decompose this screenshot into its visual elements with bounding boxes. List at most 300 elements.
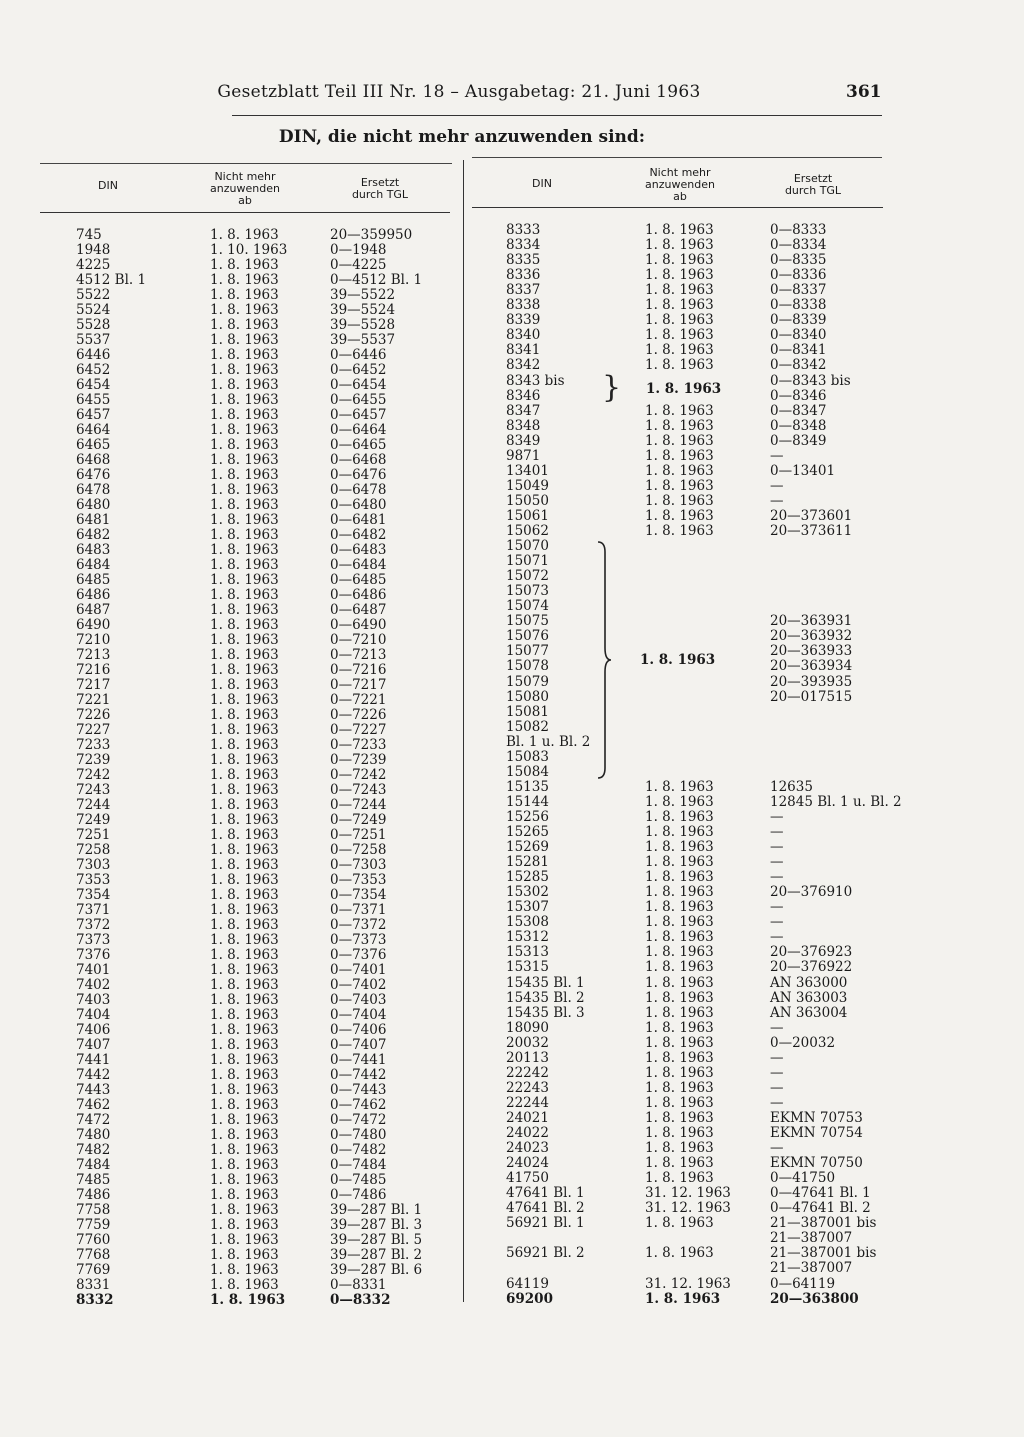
tgl-cell: 0—8335 <box>770 252 827 269</box>
date-cell: 1. 8. 1963 <box>210 377 279 393</box>
date-cell: 1. 8. 1963 <box>645 252 714 269</box>
header-line: Ersetzt <box>793 172 833 185</box>
din-cell: 15315 <box>506 959 549 976</box>
date-cell: 1. 8. 1963 <box>210 227 279 243</box>
din-cell: 7462 <box>76 1097 111 1113</box>
tgl-cell: 21—387001 bis <box>770 1245 877 1262</box>
tgl-cell: 20—376910 <box>770 884 853 901</box>
din-cell: 7406 <box>76 1022 111 1038</box>
tgl-cell: 0—7354 <box>330 887 387 903</box>
din-cell: 15265 <box>506 824 549 840</box>
tgl-cell: 0—7239 <box>330 752 387 768</box>
date-cell: 1. 8. 1963 <box>210 1007 279 1023</box>
date-cell: 1. 8. 1963 <box>645 1094 714 1111</box>
date-cell: 1. 8. 1963 <box>645 869 714 886</box>
tgl-cell: 0—7485 <box>330 1172 387 1188</box>
din-cell: 8343 bis <box>506 372 565 389</box>
tgl-cell: 0—8338 <box>770 297 827 314</box>
date-cell: 1. 8. 1963 <box>210 332 279 348</box>
din-cell: 22243 <box>506 1079 549 1096</box>
tgl-cell: 0—41750 <box>770 1170 836 1187</box>
din-cell: 15135 <box>506 778 549 795</box>
date-cell: 1. 8. 1963 <box>645 282 714 299</box>
tgl-cell: EKMN 70753 <box>770 1109 863 1126</box>
date-cell: 1. 8. 1963 <box>210 1052 279 1068</box>
tgl-cell: 0—4512 Bl. 1 <box>330 272 423 288</box>
date-cell: 1. 8. 1963 <box>210 542 279 558</box>
din-cell: 6476 <box>76 467 111 483</box>
tgl-cell: AN 363003 <box>770 989 848 1006</box>
tgl-cell: 0—7243 <box>330 782 387 798</box>
page-number: 361 <box>846 82 882 102</box>
tgl-cell: EKMN 70750 <box>770 1155 863 1172</box>
din-cell: 6483 <box>76 542 111 558</box>
date-cell: 31. 12. 1963 <box>645 1275 731 1292</box>
left-col-header-din: DIN <box>98 179 118 192</box>
date-cell: 1. 8. 1963 <box>210 587 279 603</box>
din-cell: 7242 <box>76 767 111 783</box>
date-cell: 1. 8. 1963 <box>645 1064 714 1081</box>
din-cell: 8348 <box>506 417 541 434</box>
left-table-header-rule <box>40 212 450 213</box>
din-cell: 8340 <box>506 327 541 344</box>
tgl-cell: 0—7371 <box>330 902 387 918</box>
din-cell: 7480 <box>76 1127 111 1143</box>
tgl-cell: 20—373601 <box>770 507 853 524</box>
date-cell: 1. 8. 1963 <box>210 272 279 288</box>
tgl-cell: 0—6480 <box>330 497 387 513</box>
din-cell: 13401 <box>506 462 549 479</box>
din-cell: 8335 <box>506 252 541 269</box>
tgl-cell: — <box>770 808 784 825</box>
date-cell: 1. 8. 1963 <box>210 422 279 438</box>
tgl-cell: — <box>770 492 784 509</box>
din-cell: 7407 <box>76 1037 111 1053</box>
tgl-cell: 0—7226 <box>330 707 387 723</box>
din-cell: 7210 <box>76 632 111 648</box>
tgl-cell: 20—376923 <box>770 944 853 961</box>
tgl-cell: 20—373611 <box>770 523 853 539</box>
date-cell: 1. 8. 1963 <box>645 899 714 916</box>
tgl-cell: 0—7221 <box>330 692 387 708</box>
tgl-cell: 0—7403 <box>330 992 387 1008</box>
tgl-cell: 0—7406 <box>330 1022 387 1038</box>
date-cell: 1. 8. 1963 <box>645 477 714 494</box>
date-cell: 1. 8. 1963 <box>645 1155 714 1172</box>
date-cell: 1. 8. 1963 <box>645 297 714 314</box>
din-cell: 15312 <box>506 929 549 946</box>
date-cell: 1. 8. 1963 <box>210 647 279 663</box>
date-cell: 1. 8. 1963 <box>210 1247 279 1263</box>
din-cell: 22242 <box>506 1064 549 1081</box>
tgl-cell: EKMN 70754 <box>770 1125 863 1141</box>
din-cell: 6486 <box>76 587 111 603</box>
date-cell: 1. 8. 1963 <box>645 1215 714 1232</box>
date-cell: 1. 8. 1963 <box>645 1019 714 1036</box>
tgl-cell: AN 363000 <box>770 974 848 991</box>
date-cell: 1. 8. 1963 <box>210 1277 279 1293</box>
date-cell: 1. 8. 1963 <box>645 1140 714 1157</box>
din-cell: 6455 <box>76 392 111 408</box>
din-cell: 41750 <box>506 1170 549 1187</box>
date-cell: 1. 8. 1963 <box>645 1049 714 1066</box>
din-cell: 15070 <box>506 538 549 555</box>
din-cell: 8331 <box>76 1277 111 1293</box>
tgl-cell: 0—8333 <box>770 222 827 238</box>
din-cell: 7442 <box>76 1067 111 1083</box>
din-cell: 15084 <box>506 763 549 780</box>
date-cell: 1. 8. 1963 <box>210 467 279 483</box>
date-cell: 1. 8. 1963 <box>645 237 714 254</box>
date-cell: 1. 8. 1963 <box>645 824 714 840</box>
header-line: durch TGL <box>784 184 842 197</box>
din-cell: 22244 <box>506 1094 549 1111</box>
tgl-cell: 0—7402 <box>330 977 387 993</box>
date-cell: 1. 8. 1963 <box>210 347 279 363</box>
din-cell: 7443 <box>76 1082 111 1098</box>
tgl-cell: 0—6457 <box>330 407 387 423</box>
date-cell: 1. 8. 1963 <box>210 257 279 273</box>
tgl-cell: 20—017515 <box>770 688 853 705</box>
right-col-header-ersetzt <box>768 173 858 197</box>
din-cell: 7441 <box>76 1052 111 1068</box>
tgl-cell: 0—1948 <box>330 242 387 258</box>
din-cell: 15050 <box>506 492 549 509</box>
tgl-cell: — <box>770 1140 784 1157</box>
tgl-cell: 20—363934 <box>770 658 853 675</box>
date-cell: 1. 8. 1963 <box>210 827 279 843</box>
tgl-cell: 0—6484 <box>330 557 387 573</box>
tgl-cell: 0—8349 <box>770 432 827 449</box>
tgl-cell: 0—8336 <box>770 267 827 284</box>
date-cell: 1. 8. 1963 <box>210 407 279 423</box>
tgl-cell: 0—6478 <box>330 482 387 498</box>
din-cell: 6454 <box>76 377 111 393</box>
tgl-cell: 0—7249 <box>330 812 387 828</box>
tgl-cell: 0—8331 <box>330 1277 387 1293</box>
tgl-cell: 0—6490 <box>330 617 387 633</box>
date-cell: 1. 8. 1963 <box>645 492 714 509</box>
tgl-cell: — <box>770 1049 784 1066</box>
din-cell: 1948 <box>76 242 111 258</box>
tgl-cell: — <box>770 1019 784 1036</box>
date-cell: 1. 8. 1963 <box>210 1112 279 1128</box>
date-cell: 1. 8. 1963 <box>210 602 279 618</box>
tgl-cell: 0—7303 <box>330 857 387 873</box>
date-cell: 1. 8. 1963 <box>645 507 714 524</box>
date-cell: 1. 8. 1963 <box>645 1034 714 1051</box>
din-cell: 15144 <box>506 793 549 810</box>
din-cell: 5537 <box>76 332 111 348</box>
tgl-cell: 0—6483 <box>330 542 387 558</box>
din-cell: 7239 <box>76 752 111 768</box>
din-cell: 7402 <box>76 977 111 993</box>
tgl-cell: — <box>770 1079 784 1096</box>
date-cell: 1. 8. 1963 <box>210 947 279 963</box>
tgl-cell: 0—6476 <box>330 467 387 483</box>
tgl-cell: 0—6482 <box>330 527 387 543</box>
date-cell: 1. 8. 1963 <box>645 1004 714 1021</box>
tgl-cell: 0—8341 <box>770 342 827 359</box>
date-cell: 1. 8. 1963 <box>210 452 279 468</box>
din-cell: 8349 <box>506 432 541 449</box>
date-cell: 1. 8. 1963 <box>210 752 279 768</box>
tgl-cell: 0—8332 <box>330 1292 391 1308</box>
din-cell: 18090 <box>506 1019 549 1036</box>
date-cell: 1. 8. 1963 <box>645 1079 714 1096</box>
din-cell: 7768 <box>76 1247 111 1263</box>
date-cell: 1. 8. 1963 <box>210 962 279 978</box>
din-cell: 7354 <box>76 887 111 903</box>
din-cell: 6487 <box>76 602 111 618</box>
din-cell: 15074 <box>506 598 549 615</box>
date-cell: 1. 8. 1963 <box>645 929 714 946</box>
din-cell: 15062 <box>506 523 549 539</box>
date-cell: 1. 8. 1963 <box>210 917 279 933</box>
tgl-cell: 20—363800 <box>770 1290 859 1307</box>
tgl-cell: 0—7404 <box>330 1007 387 1023</box>
date-cell: 1. 8. 1963 <box>645 1109 714 1126</box>
tgl-cell: 0—47641 Bl. 1 <box>770 1185 871 1202</box>
tgl-cell: 21—387001 bis <box>770 1215 877 1232</box>
din-cell: 8336 <box>506 267 541 284</box>
din-cell: 6480 <box>76 497 111 513</box>
date-cell: 1. 8. 1963 <box>645 989 714 1006</box>
date-cell: 1. 8. 1963 <box>645 1170 714 1187</box>
tgl-cell: 0—8334 <box>770 237 827 254</box>
tgl-cell: 0—6465 <box>330 437 387 453</box>
din-cell: 8347 <box>506 402 541 419</box>
date-cell: 1. 8. 1963 <box>645 944 714 961</box>
header-line: Nicht mehr <box>214 170 276 183</box>
date-cell: 1. 8. 1963 <box>210 887 279 903</box>
tgl-cell: 0—6487 <box>330 602 387 618</box>
header-line: Ersetzt <box>360 176 400 189</box>
tgl-cell: 0—8343 bis <box>770 372 851 389</box>
tgl-cell: 0—7210 <box>330 632 387 648</box>
date-cell: 1. 8. 1963 <box>645 854 714 871</box>
date-cell: 1. 8. 1963 <box>645 402 714 419</box>
left-col-header-nicht-mehr <box>195 171 295 207</box>
group-date-large: 1. 8. 1963 <box>640 652 716 668</box>
brace-svg <box>596 540 612 780</box>
date-cell: 1. 8. 1963 <box>645 808 714 825</box>
date-cell: 1. 8. 1963 <box>210 1037 279 1053</box>
tgl-cell: 0—6464 <box>330 422 387 438</box>
date-cell: 1. 8. 1963 <box>210 482 279 498</box>
date-cell: 1. 8. 1963 <box>210 722 279 738</box>
din-cell: 15081 <box>506 703 549 720</box>
din-cell: 15076 <box>506 628 549 645</box>
din-cell: 6478 <box>76 482 111 498</box>
din-cell: Bl. 1 u. Bl. 2 <box>506 733 591 750</box>
din-cell: 5528 <box>76 317 111 333</box>
tgl-cell: 0—7376 <box>330 947 387 963</box>
din-cell: 6484 <box>76 557 111 573</box>
date-cell: 1. 8. 1963 <box>645 914 714 931</box>
tgl-cell: 39—5522 <box>330 287 396 303</box>
tgl-cell: 0—20032 <box>770 1034 836 1051</box>
header-line: ab <box>238 194 252 207</box>
date-cell: 1. 8. 1963 <box>210 302 279 318</box>
group-brace-small: } <box>602 370 622 405</box>
din-cell: 6464 <box>76 422 111 438</box>
date-cell: 1. 8. 1963 <box>210 317 279 333</box>
left-col-header-ersetzt <box>335 177 425 201</box>
din-cell: 5522 <box>76 287 111 303</box>
date-cell: 1. 8. 1963 <box>210 1097 279 1113</box>
tgl-cell: 0—7443 <box>330 1082 387 1098</box>
column-divider <box>463 160 464 1302</box>
din-cell: 15302 <box>506 884 549 901</box>
din-cell: 7486 <box>76 1187 111 1203</box>
din-cell: 15269 <box>506 839 549 856</box>
date-cell: 1. 8. 1963 <box>210 362 279 378</box>
tgl-cell: 21—387007 <box>770 1230 853 1247</box>
tgl-cell: 39—5528 <box>330 317 396 333</box>
din-cell: 47641 Bl. 2 <box>506 1200 585 1217</box>
right-table-header-rule <box>472 207 883 208</box>
date-cell: 1. 8. 1963 <box>645 974 714 991</box>
header-line: anzuwenden <box>210 182 280 195</box>
din-cell: 7769 <box>76 1262 111 1278</box>
din-cell: 15281 <box>506 854 549 871</box>
din-cell: 7472 <box>76 1112 111 1128</box>
din-cell: 15308 <box>506 914 549 931</box>
tgl-cell: 20—376922 <box>770 959 853 976</box>
din-cell: 8337 <box>506 282 541 299</box>
date-cell: 1. 8. 1963 <box>210 512 279 528</box>
right-table-top-rule <box>472 157 882 158</box>
tgl-cell: 39—287 Bl. 3 <box>330 1217 423 1233</box>
din-cell: 7484 <box>76 1157 111 1173</box>
date-cell: 1. 8. 1963 <box>210 767 279 783</box>
din-cell: 7353 <box>76 872 111 888</box>
tgl-cell: — <box>770 854 784 871</box>
din-cell: 6481 <box>76 512 111 528</box>
date-cell: 1. 8. 1963 <box>210 707 279 723</box>
din-cell: 15079 <box>506 673 549 690</box>
date-cell: 1. 8. 1963 <box>210 992 279 1008</box>
din-cell: 47641 Bl. 1 <box>506 1185 585 1202</box>
din-cell: 7403 <box>76 992 111 1008</box>
left-table-top-rule <box>40 163 452 164</box>
tgl-cell: — <box>770 914 784 931</box>
din-cell: 64119 <box>506 1275 549 1292</box>
din-cell: 7226 <box>76 707 111 723</box>
tgl-cell: 0—6452 <box>330 362 387 378</box>
din-cell: 15075 <box>506 613 549 630</box>
din-cell: 9871 <box>506 447 541 464</box>
tgl-cell: 0—8347 <box>770 402 827 419</box>
date-cell: 1. 8. 1963 <box>210 392 279 408</box>
tgl-cell: — <box>770 869 784 886</box>
din-cell: 24022 <box>506 1125 549 1141</box>
date-cell: 1. 8. 1963 <box>210 437 279 453</box>
din-cell: 7217 <box>76 677 111 693</box>
date-cell: 1. 8. 1963 <box>210 617 279 633</box>
date-cell: 1. 8. 1963 <box>645 222 714 238</box>
tgl-cell: 0—13401 <box>770 462 836 479</box>
din-cell: 8346 <box>506 387 541 404</box>
date-cell: 1. 8. 1963 <box>210 1067 279 1083</box>
date-cell: 1. 8. 1963 <box>210 572 279 588</box>
tgl-cell: 0—7484 <box>330 1157 387 1173</box>
din-cell: 15071 <box>506 553 549 570</box>
date-cell: 1. 8. 1963 <box>210 1127 279 1143</box>
din-cell: 7376 <box>76 947 111 963</box>
date-cell: 1. 8. 1963 <box>210 857 279 873</box>
tgl-cell: 0—7373 <box>330 932 387 948</box>
din-cell: 7401 <box>76 962 111 978</box>
din-cell: 8334 <box>506 237 541 254</box>
tgl-cell: 0—7353 <box>330 872 387 888</box>
date-cell: 1. 8. 1963 <box>645 884 714 901</box>
din-cell: 15078 <box>506 658 549 675</box>
header-line: Nicht mehr <box>649 166 711 179</box>
tgl-cell: 0—7472 <box>330 1112 387 1128</box>
din-cell: 15082 <box>506 718 549 735</box>
date-cell: 1. 8. 1963 <box>210 527 279 543</box>
din-cell: 15061 <box>506 507 549 524</box>
date-cell: 1. 10. 1963 <box>210 242 288 258</box>
tgl-cell: 0—8340 <box>770 327 827 344</box>
date-cell: 1. 8. 1963 <box>210 692 279 708</box>
date-cell: 1. 8. 1963 <box>210 1202 279 1218</box>
din-cell: 69200 <box>506 1290 553 1307</box>
tgl-cell: 39—287 Bl. 6 <box>330 1262 423 1278</box>
din-cell: 6446 <box>76 347 111 363</box>
date-cell: 1. 8. 1963 <box>645 793 714 810</box>
din-cell: 15435 Bl. 2 <box>506 989 585 1006</box>
date-cell: 1. 8. 1963 <box>645 357 714 374</box>
tgl-cell: 0—6455 <box>330 392 387 408</box>
date-cell: 1. 8. 1963 <box>210 677 279 693</box>
din-cell: 15083 <box>506 748 549 765</box>
din-cell: 15072 <box>506 568 549 585</box>
tgl-cell: 39—287 Bl. 5 <box>330 1232 423 1248</box>
date-cell: 1. 8. 1963 <box>210 737 279 753</box>
date-cell: 1. 8. 1963 <box>645 267 714 284</box>
date-cell: 1. 8. 1963 <box>210 1292 286 1308</box>
tgl-cell: 0—8346 <box>770 387 827 404</box>
date-cell: 1. 8. 1963 <box>645 1290 721 1307</box>
tgl-cell: 0—6485 <box>330 572 387 588</box>
date-cell: 1. 8. 1963 <box>210 932 279 948</box>
din-cell: 7244 <box>76 797 111 813</box>
tgl-cell: 0—7442 <box>330 1067 387 1083</box>
tgl-cell: 0—6468 <box>330 452 387 468</box>
date-cell: 1. 8. 1963 <box>210 1262 279 1278</box>
din-cell: 15307 <box>506 899 549 916</box>
din-cell: 7233 <box>76 737 111 753</box>
date-cell: 1. 8. 1963 <box>210 557 279 573</box>
date-cell: 1. 8. 1963 <box>645 312 714 329</box>
tgl-cell: — <box>770 839 784 856</box>
din-cell: 15435 Bl. 1 <box>506 974 585 991</box>
date-cell: 1. 8. 1963 <box>645 327 714 344</box>
tgl-cell: 0—6486 <box>330 587 387 603</box>
din-cell: 5524 <box>76 302 111 318</box>
tgl-cell: 0—7462 <box>330 1097 387 1113</box>
date-cell: 1. 8. 1963 <box>210 1142 279 1158</box>
din-cell: 24024 <box>506 1155 549 1172</box>
din-cell: 8338 <box>506 297 541 314</box>
din-cell: 7303 <box>76 857 111 873</box>
tgl-cell: 0—8348 <box>770 417 827 434</box>
din-cell: 7213 <box>76 647 111 663</box>
group-date-small: 1. 8. 1963 <box>646 381 722 397</box>
